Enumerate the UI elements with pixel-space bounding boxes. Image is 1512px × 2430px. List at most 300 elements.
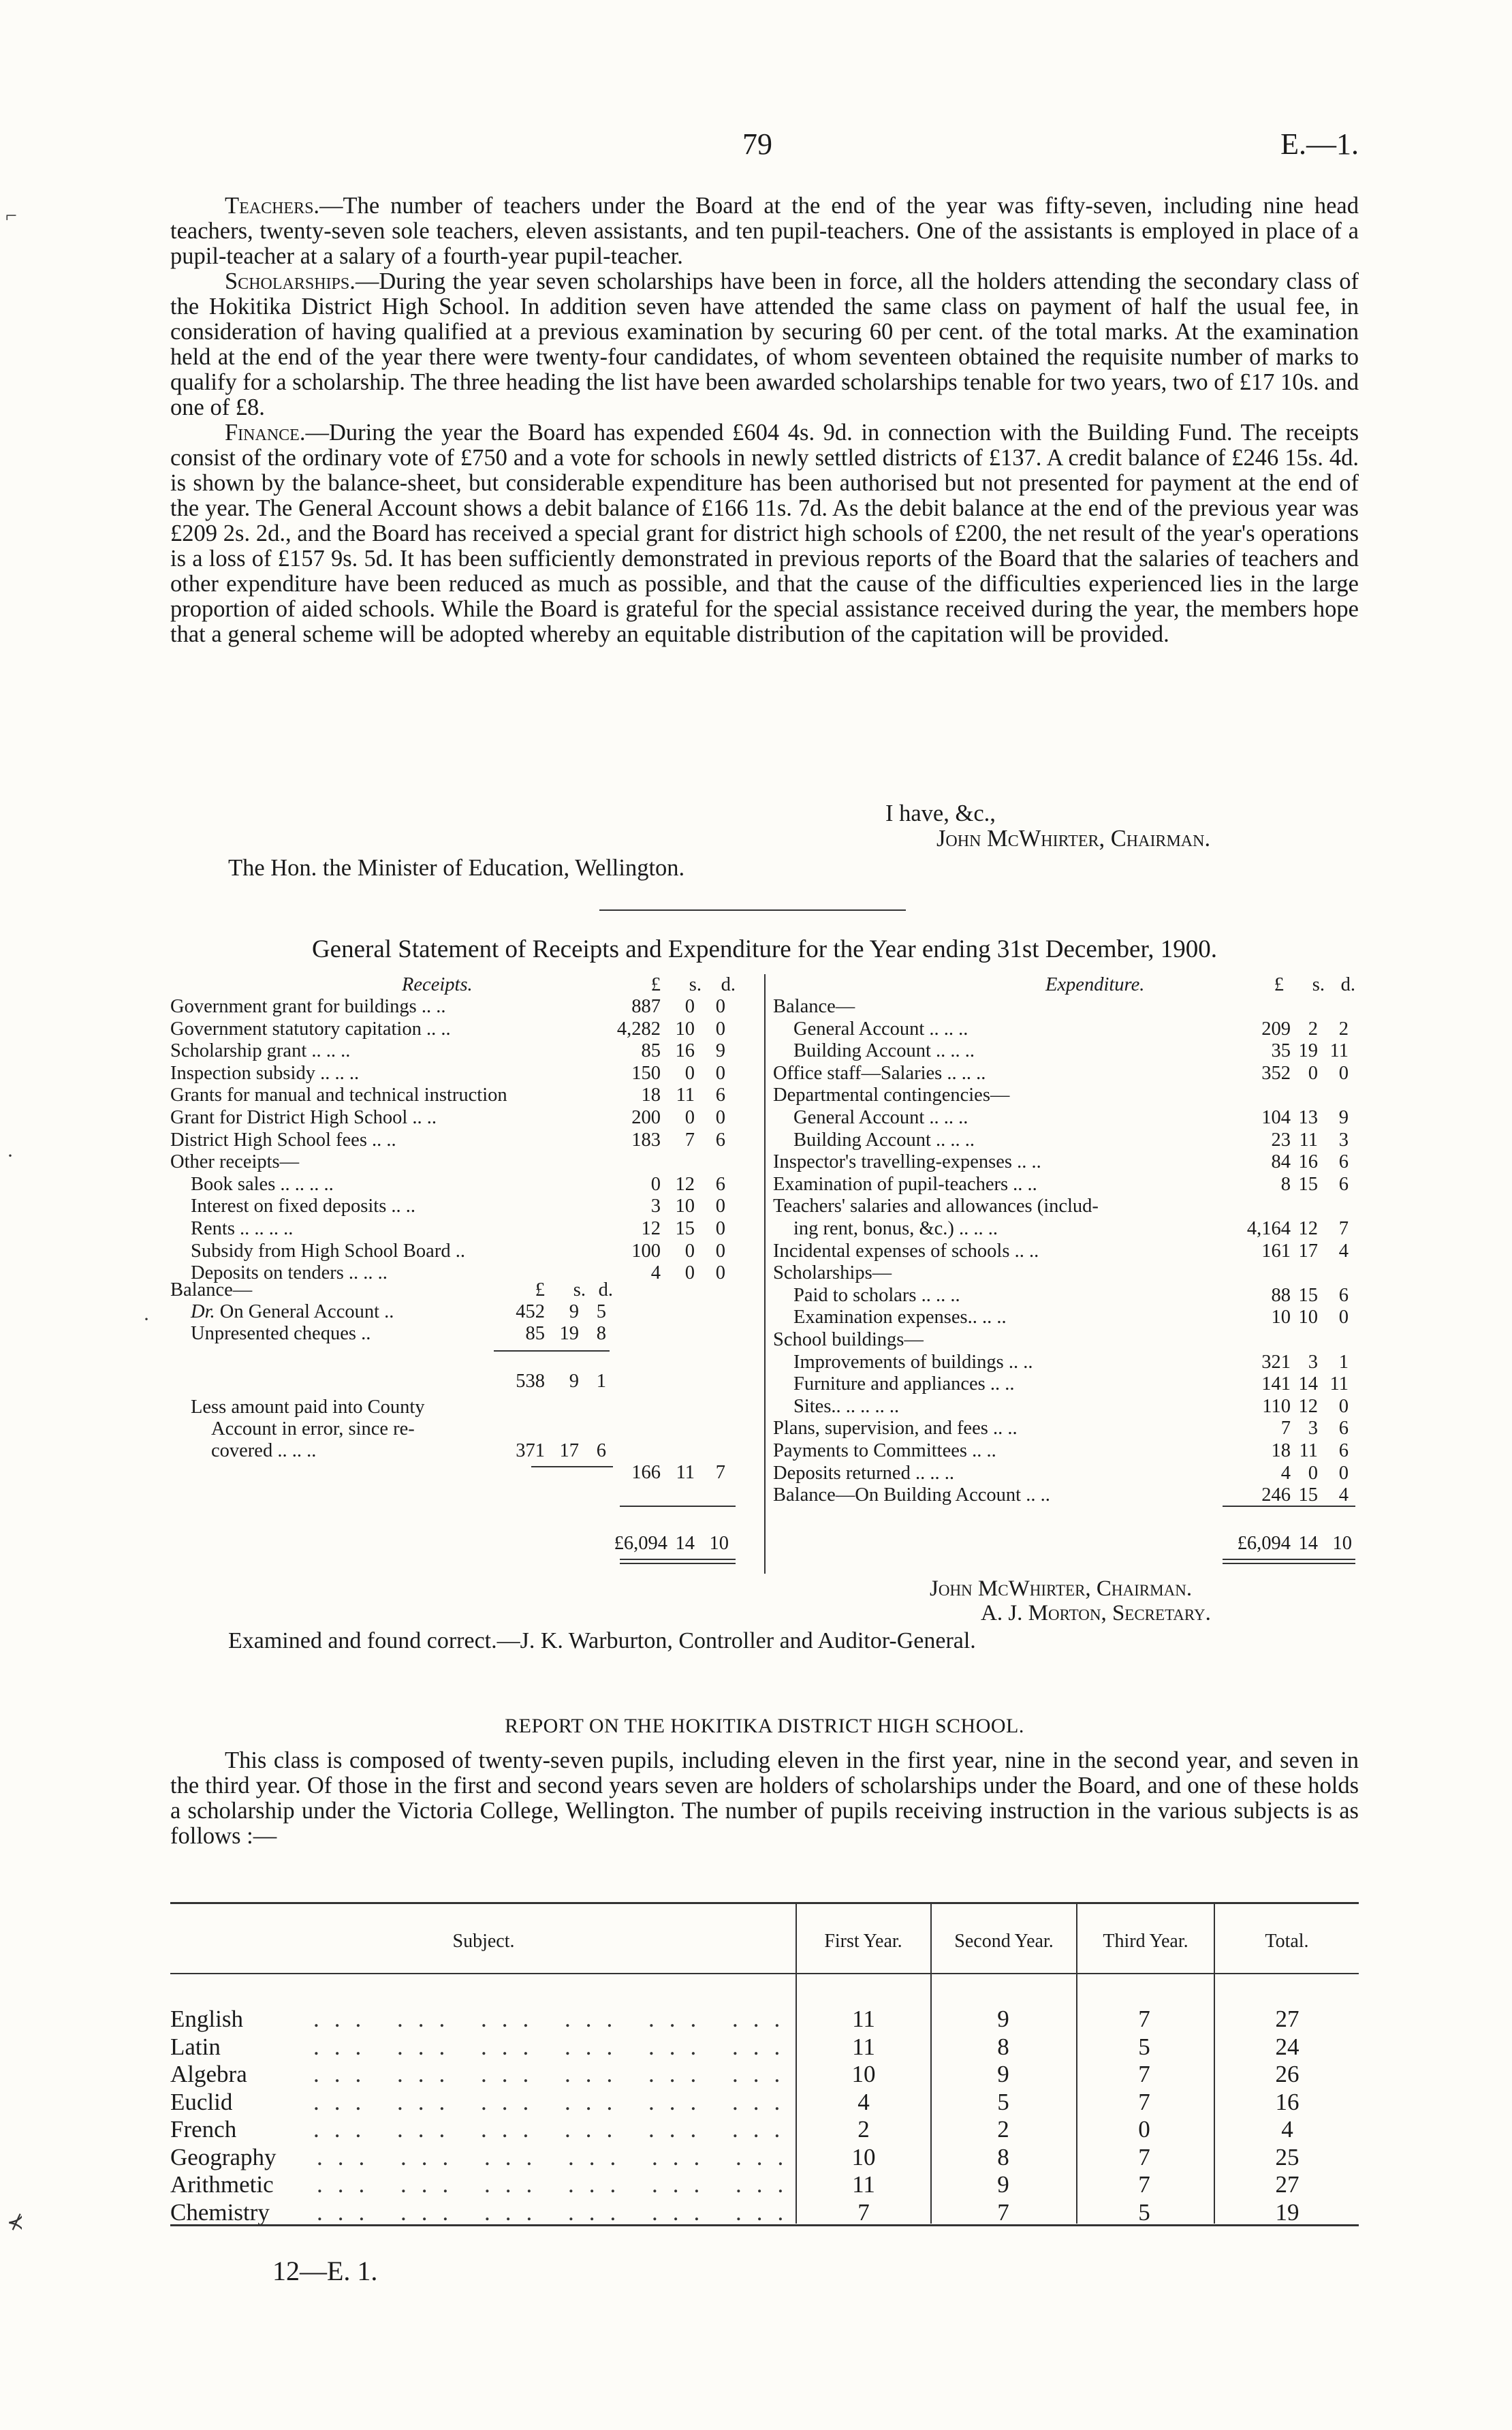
receipts-amount-l: 4,282	[616, 1018, 661, 1040]
cell-second: 8	[997, 2033, 1009, 2060]
subject-name: Chemistry	[170, 2198, 270, 2226]
balance-net-row	[170, 1462, 756, 1484]
expenditure-total-pounds: £6,094	[1237, 1533, 1291, 1554]
receipts-row	[170, 1174, 756, 1196]
school-report-text-block	[170, 1748, 1359, 1849]
expenditure-row	[773, 1174, 1359, 1196]
receipts-amount-d: 9	[715, 1040, 725, 1062]
expenditure-amount-s: 11	[1299, 1440, 1318, 1461]
expenditure-amount-s: 0	[1308, 1062, 1318, 1084]
expenditure-total-rule-bottom-2	[1223, 1563, 1355, 1564]
cell-third: 0	[1138, 2116, 1150, 2143]
subject-name: Euclid	[170, 2088, 233, 2115]
expenditure-shilling-col: s.	[1312, 974, 1325, 995]
unpresented-pounds: 85	[525, 1323, 545, 1344]
receipts-pence-col: d.	[721, 974, 736, 995]
receipts-amount-l: 150	[631, 1062, 661, 1084]
col-third-year: Third Year.	[1103, 1931, 1188, 1952]
receipts-amount-l: 4	[650, 1262, 661, 1284]
receipts-amount-d: 0	[715, 1262, 725, 1284]
table-row	[170, 2144, 1359, 2171]
section-divider	[599, 909, 906, 911]
receipts-row	[170, 996, 756, 1018]
receipts-amount-s: 0	[684, 1240, 695, 1262]
balance-pound-col: £	[535, 1279, 545, 1300]
expenditure-amount-l: 88	[1271, 1284, 1291, 1306]
expenditure-amount-l: 110	[1262, 1395, 1291, 1417]
receipts-total-pounds: £6,094	[614, 1533, 667, 1554]
cell-total: 25	[1275, 2143, 1300, 2170]
expenditure-label: ing rent, bonus, &c.) .. .. ..	[793, 1218, 998, 1239]
cell-second: 9	[997, 2006, 1009, 2032]
expenditure-row	[773, 1307, 1359, 1328]
auditor-note: Examined and found correct.—J. K. Warburton, Controller and Auditor-General.	[228, 1628, 976, 1653]
table-bottom-rule	[170, 2224, 1359, 2226]
expenditure-label: Inspector's travelling-expenses .. ..	[773, 1151, 1041, 1173]
expenditure-amount-l: 141	[1261, 1373, 1291, 1395]
less-pounds: 371	[516, 1440, 545, 1461]
receipts-amount-d: 6	[715, 1129, 725, 1151]
teachers-heading: Teachers.	[225, 193, 320, 219]
expenditure-row	[773, 1262, 1359, 1284]
expenditure-amount-l: 35	[1271, 1040, 1291, 1062]
expenditure-amount-s: 16	[1298, 1151, 1318, 1173]
expenditure-amount-d: 0	[1338, 1062, 1349, 1084]
expenditure-label: Improvements of buildings .. ..	[793, 1351, 1033, 1373]
leader-dots: ... ... ... ... ... ...	[317, 2143, 799, 2170]
scholarships-paragraph	[170, 269, 1359, 420]
receipts-amount-d: 6	[715, 1173, 725, 1195]
finance-paragraph	[170, 420, 1359, 647]
expenditure-amount-s: 2	[1308, 1018, 1318, 1040]
table-row	[170, 2199, 1359, 2226]
cell-total: 27	[1275, 2171, 1300, 2198]
cell-third: 7	[1138, 2006, 1150, 2032]
receipts-amount-s: 11	[676, 1085, 695, 1106]
balance-subtotal-row	[170, 1371, 756, 1392]
expenditure-amount-l: 209	[1261, 1018, 1291, 1040]
expenditure-amount-s: 19	[1298, 1040, 1318, 1062]
leader-dots: ... ... ... ... ... ...	[313, 2006, 796, 2032]
receipts-row	[170, 1040, 756, 1062]
expenditure-amount-l: 10	[1271, 1307, 1291, 1328]
subtotal-pounds: 538	[516, 1371, 545, 1392]
cell-third: 5	[1138, 2033, 1150, 2060]
subtotal-pence: 1	[596, 1371, 606, 1392]
cell-second: 8	[997, 2143, 1009, 2170]
expenditure-amount-d: 4	[1338, 1240, 1349, 1262]
expenditure-amount-s: 3	[1308, 1351, 1318, 1373]
receipts-amount-l: 0	[650, 1173, 661, 1195]
expenditure-row	[773, 1373, 1359, 1395]
receipts-amount-l: 12	[641, 1218, 661, 1239]
receipts-label: Rents .. .. .. ..	[191, 1218, 294, 1239]
cell-total: 19	[1275, 2198, 1300, 2226]
subject-name: Algebra	[170, 2061, 247, 2087]
receipts-label: District High School fees .. ..	[170, 1129, 396, 1151]
dr-pence: 5	[596, 1301, 606, 1322]
less-text-1: Less amount paid into County	[191, 1397, 425, 1418]
receipts-amount-l: 18	[641, 1085, 661, 1106]
table-head-rule	[170, 1973, 1359, 1974]
cell-third: 7	[1138, 2171, 1150, 2198]
receipts-label: Subsidy from High School Board ..	[191, 1240, 465, 1262]
expenditure-label: Payments to Committees .. ..	[773, 1440, 996, 1461]
cell-first: 10	[851, 2061, 876, 2087]
unpresented-label: Unpresented cheques ..	[191, 1323, 371, 1344]
less-shillings: 17	[559, 1440, 579, 1461]
net-pounds: 166	[631, 1462, 661, 1483]
receipts-label: Grant for District High School .. ..	[170, 1107, 437, 1128]
expenditure-amount-s: 11	[1299, 1129, 1318, 1151]
page-number: 79	[742, 127, 772, 161]
subject-name: Latin	[170, 2033, 221, 2060]
page-header	[170, 127, 1359, 168]
expenditure-pound-col: £	[1274, 974, 1284, 995]
margin-mark: ⌐	[5, 204, 17, 227]
expenditure-row	[773, 1063, 1359, 1085]
receipts-amount-s: 16	[675, 1040, 695, 1062]
expenditure-row	[773, 1285, 1359, 1307]
expenditure-row	[773, 1151, 1359, 1173]
expenditure-label: Scholarships—	[773, 1262, 892, 1284]
expenditure-amount-d: 3	[1338, 1129, 1349, 1151]
col-first-year: First Year.	[824, 1931, 902, 1952]
receipts-amount-d: 0	[715, 1018, 725, 1040]
expenditure-label: Paid to scholars .. .. ..	[793, 1284, 960, 1306]
cell-second: 2	[997, 2116, 1009, 2143]
expenditure-label: General Account .. .. ..	[793, 1018, 968, 1040]
expenditure-amount-s: 13	[1298, 1107, 1318, 1128]
expenditure-label: Sites.. .. .. .. ..	[793, 1395, 900, 1417]
margin-mark: ·	[7, 1144, 14, 1167]
receipts-amount-s: 0	[684, 1107, 695, 1128]
receipts-amount-s: 7	[684, 1129, 695, 1151]
expenditure-amount-s: 0	[1308, 1462, 1318, 1484]
expenditure-row	[773, 1196, 1359, 1217]
statement-secretary: A. J. Morton, Secretary.	[981, 1601, 1211, 1625]
table-row	[170, 2089, 1359, 2116]
table-row	[170, 2061, 1359, 2088]
expenditure-amount-l: 104	[1261, 1107, 1291, 1128]
expenditure-total-rule-top	[1223, 1506, 1355, 1507]
cell-first: 2	[857, 2116, 870, 2143]
receipts-heading: Receipts.	[402, 974, 473, 995]
leader-dots: ... ... ... ... ... ...	[313, 2033, 796, 2060]
teachers-text: —The number of teachers under the Board at the end of the year was fifty-seven, including nine head teachers, twenty-seven sole teachers, eleven assistants, and ten pupil-teachers. One of the assistants is employed in place of a pupil-teacher at a salary of a fourth-year pupil-teacher.	[170, 193, 1359, 269]
receipts-amount-d: 0	[715, 1196, 725, 1217]
expenditure-label: Building Account .. .. ..	[793, 1129, 975, 1151]
col-total: Total.	[1265, 1931, 1309, 1952]
net-shillings: 11	[676, 1462, 695, 1483]
expenditure-amount-d: 0	[1338, 1395, 1349, 1417]
expenditure-amount-l: 4,164	[1246, 1218, 1291, 1239]
expenditure-row	[773, 1218, 1359, 1240]
expenditure-row	[773, 1484, 1359, 1506]
receipts-amount-s: 12	[675, 1173, 695, 1195]
expenditure-label: Examination of pupil-teachers .. ..	[773, 1173, 1037, 1195]
cell-first: 7	[857, 2198, 870, 2226]
table-row	[170, 2006, 1359, 2033]
margin-mark: ·	[143, 1308, 150, 1330]
scholarships-text: —During the year seven scholarships have been in force, all the holders attending the secondary class of the Hokitika District High School. In addition seven have attended the same class on payment of half the usual fee, in consideration of having qualified at a previous examination by securing 60 per cent. of the total marks. At the examination held at the end of the year there were twenty-four candidates, of whom seventeen obtained the requisite number of marks to qualify for a scholarship. The three heading the list have been awarded scholarships tenable for two years, two of £17 10s. and one of £8.	[170, 268, 1359, 420]
expenditure-amount-d: 2	[1338, 1018, 1349, 1040]
cell-third: 7	[1138, 2061, 1150, 2087]
expenditure-row	[773, 1352, 1359, 1373]
receipts-amount-d: 0	[715, 1062, 725, 1084]
receipts-row	[170, 1218, 756, 1240]
cell-third: 7	[1138, 2088, 1150, 2115]
expenditure-amount-d: 7	[1338, 1218, 1349, 1239]
expenditure-label: Building Account .. .. ..	[793, 1040, 975, 1062]
cell-second: 7	[997, 2198, 1009, 2226]
expenditure-amount-s: 10	[1298, 1307, 1318, 1328]
receipts-row	[170, 1130, 756, 1151]
table-row	[170, 2116, 1359, 2143]
receipts-amount-s: 10	[675, 1018, 695, 1040]
unpresented-pence: 8	[596, 1323, 606, 1344]
table-row	[170, 2034, 1359, 2061]
expenditure-amount-s: 12	[1298, 1395, 1318, 1417]
receipts-label: Book sales .. .. .. ..	[191, 1173, 334, 1195]
receipts-amount-l: 887	[631, 996, 661, 1017]
expenditure-row	[773, 1085, 1359, 1106]
school-report-title: REPORT ON THE HOKITIKA DISTRICT HIGH SCHOOL.	[505, 1715, 1024, 1737]
cell-total: 4	[1281, 2116, 1293, 2143]
expenditure-amount-d: 9	[1338, 1107, 1349, 1128]
expenditure-label: Teachers' salaries and allowances (includ-	[773, 1196, 1099, 1217]
expenditure-row	[773, 1418, 1359, 1439]
receipts-amount-d: 0	[715, 1107, 725, 1128]
expenditure-label: Plans, supervision, and fees .. ..	[773, 1418, 1018, 1439]
cell-second: 9	[997, 2061, 1009, 2087]
cell-second: 9	[997, 2171, 1009, 2198]
subject-name: French	[170, 2116, 237, 2143]
expenditure-pence-col: d.	[1340, 974, 1355, 995]
footer-signature: 12—E. 1.	[272, 2256, 378, 2286]
receipts-amount-l: 200	[631, 1107, 661, 1128]
cell-first: 11	[852, 2171, 875, 2198]
report-paragraphs	[170, 193, 1359, 647]
receipts-label: Interest on fixed deposits .. ..	[191, 1196, 416, 1217]
subject-name: Geography	[170, 2143, 277, 2170]
cell-total: 27	[1275, 2006, 1300, 2032]
receipts-shilling-col: s.	[689, 974, 702, 995]
balance-subheader	[170, 1279, 756, 1301]
expenditure-amount-s: 17	[1298, 1240, 1318, 1262]
dr-label-text: On General Account ..	[219, 1301, 394, 1322]
table-row	[170, 2171, 1359, 2198]
statement-divider	[764, 974, 766, 1574]
expenditure-row	[773, 1329, 1359, 1351]
statement-chairman: John McWhirter, Chairman.	[930, 1576, 1193, 1601]
receipts-account	[170, 974, 756, 1560]
receipts-total-rule-bottom-2	[620, 1563, 736, 1564]
receipts-amount-s: 0	[684, 1262, 695, 1284]
receipts-row	[170, 1107, 756, 1129]
receipts-amount-l: 3	[650, 1196, 661, 1217]
expenditure-amount-d: 0	[1338, 1307, 1349, 1328]
margin-mark: ⊀	[7, 2211, 25, 2234]
dr-pounds: 452	[516, 1301, 545, 1322]
receipts-label: Government grant for buildings .. ..	[170, 996, 446, 1017]
expenditure-row	[773, 996, 1359, 1018]
leader-dots: ... ... ... ... ... ...	[313, 2088, 796, 2115]
expenditure-label: Office staff—Salaries .. .. ..	[773, 1062, 986, 1084]
scholarships-heading: Scholarships.	[225, 268, 356, 294]
receipts-amount-d: 0	[715, 1240, 725, 1262]
expenditure-amount-d: 11	[1329, 1373, 1349, 1395]
expenditure-amount-l: 7	[1280, 1418, 1291, 1439]
receipts-label: Deposits on tenders .. .. ..	[191, 1262, 388, 1284]
expenditure-header-row	[773, 974, 1359, 996]
receipts-row	[170, 1196, 756, 1217]
cell-third: 7	[1138, 2143, 1150, 2170]
leader-dots: ... ... ... ... ... ...	[317, 2198, 799, 2226]
expenditure-amount-s: 15	[1298, 1484, 1318, 1506]
expenditure-label: Examination expenses.. .. ..	[793, 1307, 1007, 1328]
subject-name: Arithmetic	[170, 2171, 274, 2198]
expenditure-amount-l: 23	[1271, 1129, 1291, 1151]
balance-label: Balance—	[170, 1279, 253, 1300]
expenditure-amount-d: 6	[1338, 1418, 1349, 1439]
receipts-amount-s: 10	[675, 1196, 695, 1217]
letter-signatory: John McWhirter, Chairman.	[936, 826, 1211, 852]
school-report-text: This class is composed of twenty-seven pupils, including eleven in the first year, nine in the second year, and seven in the third year. Of those in the first and second years seven are holders of scholarships under the Board, and one of these holds a scholarship under the Victoria College, Wellington. The number of pupils receiving instruction in the various subjects is as follows :—	[170, 1747, 1359, 1849]
expenditure-label: Furniture and appliances .. ..	[793, 1373, 1015, 1395]
expenditure-row	[773, 1463, 1359, 1484]
leader-dots: ... ... ... ... ... ...	[313, 2116, 796, 2143]
expenditure-amount-l: 321	[1261, 1351, 1291, 1373]
expenditure-amount-d: 6	[1338, 1440, 1349, 1461]
receipts-amount-s: 0	[684, 1062, 695, 1084]
expenditure-heading: Expenditure.	[1045, 974, 1145, 995]
expenditure-account	[773, 974, 1359, 1574]
less-pence: 6	[596, 1440, 606, 1461]
less-text-2: Account in error, since re-	[211, 1418, 415, 1439]
receipts-amount-l: 183	[631, 1129, 661, 1151]
receipts-row	[170, 1018, 756, 1040]
receipts-row	[170, 1085, 756, 1106]
receipts-amount-s: 15	[675, 1218, 695, 1239]
table-top-rule	[170, 1902, 1359, 1904]
expenditure-amount-l: 4	[1280, 1462, 1291, 1484]
expenditure-amount-d: 6	[1338, 1173, 1349, 1195]
balance-dr-row	[170, 1301, 756, 1323]
expenditure-amount-d: 0	[1338, 1462, 1349, 1484]
expenditure-amount-d: 11	[1329, 1040, 1349, 1062]
teachers-paragraph	[170, 193, 1359, 269]
expenditure-label: Balance—On Building Account .. ..	[773, 1484, 1050, 1506]
col-second-year: Second Year.	[954, 1931, 1054, 1952]
receipts-pound-col: £	[650, 974, 661, 995]
expenditure-label: Departmental contingencies—	[773, 1085, 1010, 1106]
receipts-total-row	[170, 1533, 756, 1555]
unpresented-row	[170, 1323, 756, 1345]
cell-total: 26	[1275, 2061, 1300, 2087]
receipts-total-rule-bottom-1	[620, 1559, 736, 1560]
less-line-3	[170, 1440, 756, 1462]
receipts-label: Scholarship grant .. .. ..	[170, 1040, 351, 1062]
statement-title: General Statement of Receipts and Expenditure for the Year ending 31st December, 1900.	[311, 935, 1218, 963]
receipts-amount-l: 100	[631, 1240, 661, 1262]
expenditure-amount-l: 161	[1261, 1240, 1291, 1262]
expenditure-row	[773, 1241, 1359, 1262]
finance-heading: Finance.	[225, 420, 306, 446]
expenditure-amount-l: 246	[1261, 1484, 1291, 1506]
expenditure-total-row	[773, 1533, 1359, 1555]
expenditure-amount-s: 15	[1298, 1284, 1318, 1306]
less-line-2	[170, 1418, 756, 1440]
net-pence: 7	[715, 1462, 725, 1483]
receipts-label: Grants for manual and technical instruction	[170, 1085, 507, 1106]
expenditure-amount-l: 352	[1261, 1062, 1291, 1084]
cell-total: 16	[1275, 2088, 1300, 2115]
expenditure-row	[773, 1440, 1359, 1462]
expenditure-amount-d: 1	[1338, 1351, 1349, 1373]
receipts-row	[170, 1063, 756, 1085]
finance-text: —During the year the Board has expended £604 4s. 9d. in connection with the Building Fund. The receipts consist of the ordinary vote of £750 and a vote for schools in newly settled districts of £137. A credit balance of £246 15s. 4d. is shown by the balance-sheet, but considerable expenditure has been authorised but not presented for payment at the end of the year. The General Account shows a debit balance of £166 11s. 7d. As the debit balance at the end of the previous year was £209 2s. 2d., and the Board has received a special grant for district high schools of £200, the net result of the year's operations is a loss of £157 9s. 5d. It has been sufficiently demonstrated in previous reports of the Board that the salaries of teachers and other expenditure have been reduced as much as possible, and that the cause of the difficulties experienced lies in the large proportion of aided schools. While the Board is grateful for the special assistance received during the year, the members hope that a general scheme will be adopted whereby an equitable distribution of the capitation will be provided.	[170, 420, 1359, 647]
expenditure-row	[773, 1130, 1359, 1151]
dr-shillings: 9	[569, 1301, 579, 1322]
subtotal-shillings: 9	[569, 1371, 579, 1392]
dr-prefix: Dr.	[191, 1301, 215, 1322]
closing-phrase: I have, &c.,	[885, 800, 996, 826]
expenditure-amount-l: 18	[1271, 1440, 1291, 1461]
expenditure-label: General Account .. .. ..	[793, 1107, 968, 1128]
expenditure-row	[773, 1396, 1359, 1418]
receipts-amount-d: 0	[715, 996, 725, 1017]
cell-first: 4	[857, 2088, 870, 2115]
receipts-amount-s: 0	[684, 996, 695, 1017]
balance-shilling-col: s.	[573, 1279, 586, 1300]
less-line-1	[170, 1397, 756, 1418]
cell-third: 5	[1138, 2198, 1150, 2226]
leader-dots: ... ... ... ... ... ...	[317, 2171, 799, 2198]
document-reference: E.—1.	[1280, 127, 1359, 161]
expenditure-amount-l: 8	[1280, 1173, 1291, 1195]
cell-first: 11	[852, 2033, 875, 2060]
expenditure-amount-d: 6	[1338, 1151, 1349, 1173]
expenditure-label: Incidental expenses of schools .. ..	[773, 1240, 1039, 1262]
expenditure-row	[773, 1018, 1359, 1040]
expenditure-amount-s: 15	[1298, 1173, 1318, 1195]
expenditure-label: School buildings—	[773, 1329, 924, 1350]
receipts-total-shillings: 14	[675, 1533, 695, 1554]
receipts-total-rule-top	[620, 1506, 736, 1507]
letter-addressee: The Hon. the Minister of Education, Wellington.	[228, 855, 685, 881]
balance-dr-label	[191, 1301, 394, 1323]
expenditure-amount-d: 4	[1338, 1484, 1349, 1506]
balance-pence-col: d.	[598, 1279, 613, 1300]
expenditure-label: Deposits returned .. .. ..	[773, 1462, 954, 1484]
expenditure-total-pence: 10	[1332, 1533, 1352, 1554]
cell-total: 24	[1275, 2033, 1300, 2060]
cell-first: 11	[852, 2006, 875, 2032]
expenditure-amount-l: 84	[1271, 1151, 1291, 1173]
subject-name: English	[170, 2006, 243, 2032]
receipts-total-pence: 10	[709, 1533, 729, 1554]
expenditure-amount-d: 6	[1338, 1284, 1349, 1306]
cell-second: 5	[997, 2088, 1009, 2115]
receipts-label: Government statutory capitation .. ..	[170, 1018, 451, 1040]
expenditure-row	[773, 1107, 1359, 1129]
cell-first: 10	[851, 2143, 876, 2170]
receipts-row	[170, 1151, 756, 1173]
receipts-label: Other receipts—	[170, 1151, 300, 1173]
receipts-row	[170, 1241, 756, 1262]
subtotal-rule	[494, 1350, 610, 1352]
